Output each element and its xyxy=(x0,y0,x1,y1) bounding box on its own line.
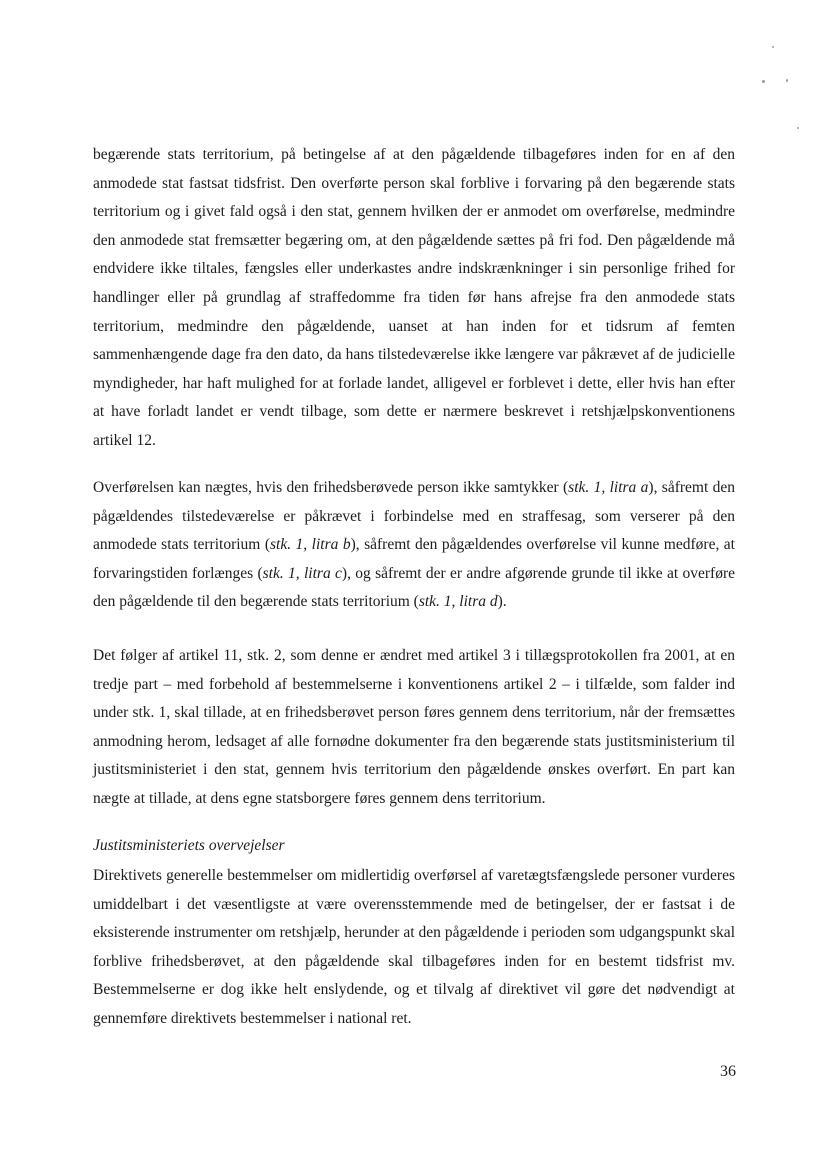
paragraph-text: ). xyxy=(497,593,507,611)
paragraph-transfer-conditions: begærende stats territorium, på betingelse af at den pågældende tilbageføres inden for en af den anmodede stat fastsat tidsfrist. Den overførte person skal forblive i forvaring på den begærende stats territorium og i givet fald også i den stat, gennem hvilken der er anmodet om overførelse, medmindre den anmodede stat fremsætter begæring om, at den pågældende sættes på fri fod. Den pågældende må endvidere ikke tiltales, fængsles eller underkastes andre indskrænkninger i sin personlige frihed for handlinger eller på grundlag af straffedomme fra tiden før hans afrejse fra den anmodede stats territorium, medmindre den pågældende, uanset at han inden for et tidsrum af femten sammenhængende dage fra den dato, da hans tilstedeværelse ikke længere var påkrævet af de judicielle myndigheder, har haft mulighed for at forlade landet, alligevel er forblevet i dette, eller hvis han efter at have forladt landet er vendt tilbage, som dette er nærmere beskrevet i retshjælpskonventionens artikel 12. xyxy=(93,146,735,449)
reference-litra-b: stk. 1, litra b xyxy=(269,536,351,554)
paragraph-text: Overførelsen kan nægtes, hvis den frihedsberøvede person ikke samtykker ( xyxy=(93,479,569,496)
paragraph-text: ), såfremt den pågældendes overførelse vil kunne medføre, at forvaringstiden forlænges ( xyxy=(93,536,735,582)
scan-speck xyxy=(772,46,774,48)
paragraph-text: ), såfremt den pågældendes tilstedeværelse er påkrævet i forbindelse med en straffesag, som verserer på den anmodede stats territorium ( xyxy=(93,479,736,554)
paragraph-ministry-considerations: Direktivets generelle bestemmelser om midlertidig overførsel af varetægtsfængslede personer vurderes umiddelbart i det væsentligste at være overensstemmende med de betingelser, der er fastsat i de eksisterende instrumenter om retshjælp, herunder at den pågældende i perioden som udgangspunkt skal forblive frihedsberøvet, at den pågældende skal tilbageføres inden for en bestemt tidsfrist mv. Bestemmelserne er dog ikke helt enslydende, og et tilvalg af direktivet vil gøre det nødvendigt at gennemføre direktivets bestemmelser i national ret. xyxy=(93,867,735,1027)
reference-litra-d: stk. 1, litra d xyxy=(418,593,498,611)
paragraph-text: ), og såfremt der er andre afgørende grunde til ikke at overføre den pågældende til den begærende stats territorium ( xyxy=(93,564,735,611)
page-number: 36 xyxy=(720,1063,736,1080)
paragraph-refusal-grounds xyxy=(93,474,735,617)
paragraph-transit: Det følger af artikel 11, stk. 2, som denne er ændret med artikel 3 i tillægsprotokollen fra 2001, at en tredje part – med forbehold af bestemmelserne i konventionens artikel 2 – i tilfælde, som falder ind under stk. 1, skal tillade, at en frihedsberøvet person føres gennem dens territorium, når der fremsættes anmodning herom, ledsaget af alle fornødne dokumenter fra den begærende stats justitsministerium til justitsministeriet i den stat, gennem hvis territorium den pågældende ønskes overført. En part kan nægte at tillade, at dens egne statsborgere føres gennem dens territorium. xyxy=(93,647,735,807)
reference-litra-a: stk. 1, litra a xyxy=(568,479,649,496)
scan-speck xyxy=(762,80,765,83)
section-heading: Justitsministeriets overvejelser xyxy=(93,837,285,854)
reference-litra-c: stk. 1, litra c xyxy=(262,564,342,582)
scan-speck xyxy=(786,79,788,82)
scan-speck xyxy=(797,127,799,129)
